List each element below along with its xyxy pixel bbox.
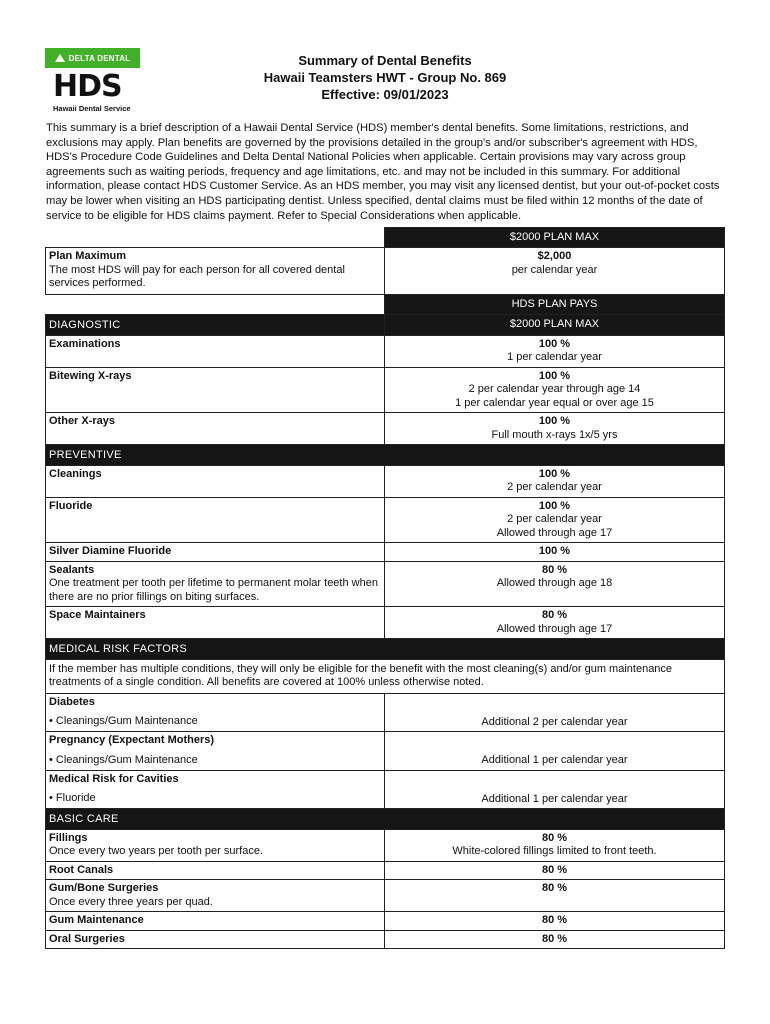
table-row: [46, 880, 725, 912]
cavities-item: • Fluoride: [49, 792, 96, 804]
cleanings-label: Cleanings: [46, 465, 385, 497]
table-row: [46, 809, 725, 830]
bitewing-note-1: 2 per calendar year through age 14: [468, 383, 641, 395]
table-row: [46, 639, 725, 660]
fluoride-value: 100 %: [538, 499, 571, 512]
sealants-desc: One treatment per tooth per lifetime to permanent molar teeth when there are no prior fillings on biting surfaces.: [49, 577, 378, 603]
diabetes-label: Diabetes: [49, 695, 95, 708]
diagnostic-plan-max-header: $2000 PLAN MAX: [385, 315, 725, 336]
space-maintainers-label: Space Maintainers: [46, 607, 385, 639]
oral-surgeries-label: Oral Surgeries: [46, 930, 385, 949]
table-row: [46, 561, 725, 607]
table-row: [46, 693, 725, 732]
examinations-label: Examinations: [46, 335, 385, 367]
root-canals-value: 80 %: [385, 861, 725, 880]
space-maintainers-value: 80 %: [541, 609, 568, 621]
table-row: [46, 732, 725, 771]
sdf-label: Silver Diamine Fluoride: [46, 543, 385, 562]
sealants-label: Sealants: [49, 563, 95, 576]
plan-maximum-note: per calendar year: [511, 263, 598, 276]
sdf-value: 100 %: [385, 543, 725, 562]
other-xrays-note: Full mouth x-rays 1x/5 yrs: [491, 428, 618, 441]
table-row: [46, 367, 725, 413]
effective-date: Effective: 09/01/2023: [321, 87, 449, 102]
examinations-note: 1 per calendar year: [507, 351, 602, 363]
group-name: Hawaii Teamsters HWT - Group No. 869: [263, 70, 507, 85]
fillings-label: Fillings: [49, 831, 88, 844]
root-canals-label: Root Canals: [46, 861, 385, 880]
other-xrays-value: 100 %: [538, 415, 571, 427]
table-row: [46, 659, 725, 693]
fluoride-label: Fluoride: [46, 497, 385, 543]
pregnancy-label: Pregnancy (Expectant Mothers): [49, 734, 215, 746]
medical-risk-desc: If the member has multiple conditions, they will only be eligible for the benefit with the most cleaning(s) and/or gum maintenance treatments of a single condition. All benefits are covered at 100% unless otherwise noted.: [46, 659, 725, 693]
plan-maximum-desc: The most HDS will pay for each person for all covered dental services performed.: [49, 263, 345, 289]
table-row: [46, 930, 725, 949]
table-row: [46, 497, 725, 543]
bitewing-value: 100 %: [538, 369, 571, 382]
fluoride-note-2: Allowed through age 17: [496, 526, 613, 539]
table-row: [46, 770, 725, 809]
table-row: [46, 465, 725, 497]
table-row: [46, 228, 725, 248]
table-row: [46, 607, 725, 639]
pregnancy-item: • Cleanings/Gum Maintenance: [49, 753, 198, 766]
sealants-note: Allowed through age 18: [496, 577, 613, 589]
fillings-desc: Once every two years per tooth per surface.: [49, 845, 263, 857]
other-xrays-label: Other X-rays: [46, 413, 385, 445]
sealants-value: 80 %: [541, 563, 568, 576]
cleanings-value: 100 %: [538, 467, 571, 480]
cavities-note: Additional 1 per calendar year: [385, 770, 725, 809]
section-preventive: PREVENTIVE: [46, 445, 725, 466]
fillings-note: White-colored fillings limited to front teeth.: [452, 845, 657, 857]
table-row: [46, 315, 725, 336]
cavities-label: Medical Risk for Cavities: [49, 772, 179, 785]
logo-name: HDS: [53, 69, 122, 104]
examinations-value: 100 %: [538, 337, 571, 350]
logo-badge-text: DELTA DENTAL: [68, 53, 131, 63]
table-row: [46, 248, 725, 295]
diabetes-note: Additional 2 per calendar year: [385, 693, 725, 732]
gum-maintenance-value: 80 %: [385, 912, 725, 931]
bitewing-note-2: 1 per calendar year equal or over age 15: [455, 396, 654, 409]
table-row: [46, 295, 725, 315]
gum-maintenance-label: Gum Maintenance: [46, 912, 385, 931]
section-medical-risk: MEDICAL RISK FACTORS: [46, 639, 725, 660]
table-row: [46, 413, 725, 445]
table-row: [46, 445, 725, 466]
table-row: [46, 829, 725, 861]
gum-bone-value: 80 %: [385, 880, 725, 912]
table-row: [46, 912, 725, 931]
document-title-block: [0, 52, 770, 103]
intro-paragraph: This summary is a brief description of a Hawaii Dental Service (HDS) member's dental benefits. Some limitations, restrictions, and exclusions may apply. Plan benefits are governed by the provisions detailed in the group's and/or subscriber's agreement with HDS, HDS's Procedure Code Guidelines and Delta Dental National Policies when applicable. Certain provisions may vary across group agreements such as waiting periods, frequency and age limitations, etc. and may not be included in this summary. For additional information, please contact HDS Customer Service. As an HDS member, you may visit any licensed dentist, but your out-of-pocket costs may be lower when visiting an HDS participating dentist. Unless specified, dental claims must be filed within 12 months of the date of service to be eligible for HDS claims payment. Refer to Special Considerations when applicable.: [46, 122, 720, 222]
logo-subtitle: Hawaii Dental Service: [53, 104, 131, 113]
section-basic-care: BASIC CARE: [46, 809, 725, 830]
table-row: [46, 335, 725, 367]
plan-maximum-label: Plan Maximum: [49, 250, 127, 262]
plan-maximum-value: $2,000: [537, 250, 572, 262]
pregnancy-note: Additional 1 per calendar year: [385, 732, 725, 771]
diabetes-item: • Cleanings/Gum Maintenance: [49, 715, 198, 727]
table-row: [46, 543, 725, 562]
oral-surgeries-value: 80 %: [385, 930, 725, 949]
benefits-table: [45, 227, 725, 949]
cleanings-note: 2 per calendar year: [507, 481, 602, 493]
section-diagnostic: DIAGNOSTIC: [46, 315, 385, 336]
bitewing-label: Bitewing X-rays: [46, 367, 385, 413]
space-maintainers-note: Allowed through age 17: [496, 622, 613, 635]
fillings-value: 80 %: [541, 831, 568, 844]
plan-max-header: $2000 PLAN MAX: [385, 228, 725, 248]
document-title: Summary of Dental Benefits: [298, 53, 472, 68]
gum-bone-label: Gum/Bone Surgeries: [49, 882, 159, 894]
table-row: [46, 861, 725, 880]
hds-plan-pays-header: HDS PLAN PAYS: [385, 295, 725, 315]
fluoride-note-1: 2 per calendar year: [507, 513, 602, 525]
gum-bone-desc: Once every three years per quad.: [49, 895, 213, 908]
